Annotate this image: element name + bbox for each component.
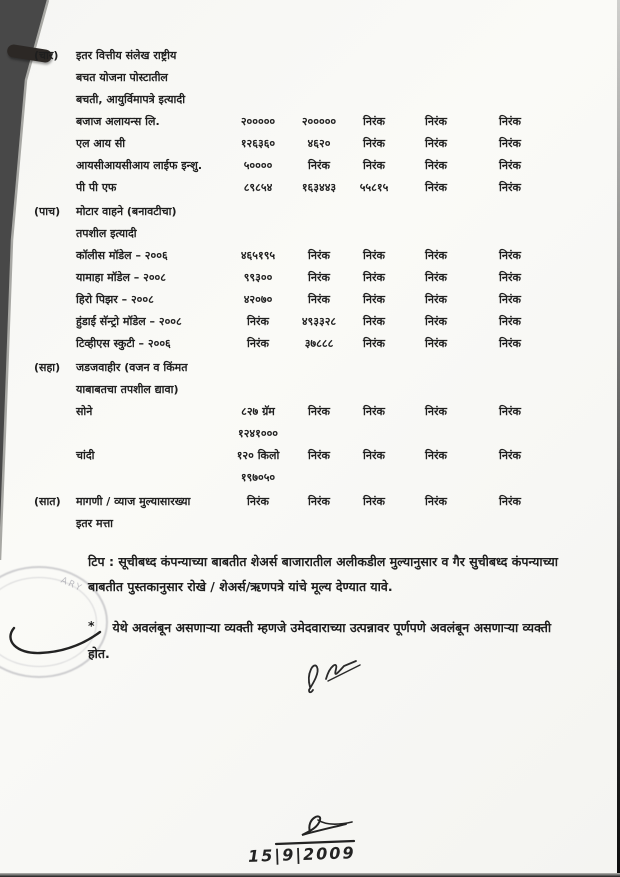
value-cell: निरंक [363, 404, 385, 418]
value-cell: निरंक [499, 136, 521, 150]
value-cell: १२४१००० [237, 426, 279, 440]
value-cell: ९९३०० [243, 270, 273, 284]
value-cell: १२० किलो [236, 448, 280, 462]
row-label: बजाज अलायन्स लि. [76, 114, 160, 128]
value-cell: निरंक [499, 114, 521, 128]
row-label: हिरो पिझर – २००८ [76, 292, 154, 306]
value-cell: निरंक [363, 314, 385, 328]
table-row [0, 288, 620, 310]
value-cell: निरंक [363, 494, 385, 508]
value-cell: १२६३६० [240, 136, 276, 150]
value-cell: निरंक [308, 270, 330, 284]
table-row [0, 378, 620, 400]
notary-stamp-text: ARY [58, 575, 85, 595]
table-row [0, 132, 620, 154]
value-cell: निरंक [499, 248, 521, 262]
value-cell: निरंक [363, 448, 385, 462]
table-row [0, 266, 620, 288]
value-cell: निरंक [499, 448, 521, 462]
table-section [0, 44, 620, 198]
table-row [0, 176, 620, 198]
value-cell: ८९८५४ [243, 180, 273, 194]
row-label: पी पी एफ [76, 180, 117, 194]
value-cell: २००००० [301, 114, 337, 128]
table-row [0, 310, 620, 332]
value-cell: ४६५१९५ [240, 248, 276, 262]
table-row [0, 512, 620, 534]
footnote-asterisk: * [88, 618, 95, 633]
value-cell: निरंक [425, 404, 447, 418]
value-cell: निरंक [363, 292, 385, 306]
section-serial: (सात) [34, 494, 61, 508]
table-row [0, 154, 620, 176]
value-cell: निरंक [425, 292, 447, 306]
row-label: टिव्हीएस स्कुटी – २००६ [76, 336, 171, 350]
footnote-text: येथे अवलंबून असणाऱ्या व्यक्ती म्हणजे उमेदवाराच्या उत्पन्नावर पूर्णपणे अवलंबून असणाऱ्या व्यक्ती होत. [88, 620, 552, 661]
value-cell: निरंक [363, 136, 385, 150]
row-label: इतर मत्ता [76, 516, 114, 530]
table-row [0, 490, 620, 512]
table-section [0, 200, 620, 354]
value-cell: निरंक [425, 494, 447, 508]
value-cell: निरंक [499, 336, 521, 350]
table-row [0, 356, 620, 378]
row-label: जडजवाहीर (वजन व किंमत [76, 360, 188, 374]
scanner-bottom-edge [0, 873, 620, 877]
row-label: याबाबतचा तपशील द्यावा) [76, 382, 179, 396]
table-section [0, 356, 620, 488]
table-row [0, 400, 620, 422]
row-label: बचत योजना पोस्टातील [76, 70, 168, 84]
table-row [0, 422, 620, 444]
value-cell: ५०००० [243, 158, 273, 172]
value-cell: १९७०५० [240, 470, 276, 484]
value-cell: निरंक [247, 314, 269, 328]
row-label: यामाहा मॉडेल – २००८ [76, 270, 166, 284]
tip-note: टिप : सूचीबध्द कंपन्याच्या बाबतीत शेअर्स बाजारातील अलीकडील मुल्यानुसार व गैर सुचीबध्द कंपन्याच्या बाबतीत पुस्तकानुसार रोखे / शेअर्स/ऋणपत्रे यांचे मूल्य देण्यात यावे. [88, 554, 559, 594]
value-cell: निरंक [425, 158, 447, 172]
value-cell: ४६२० [307, 136, 331, 150]
value-cell: निरंक [425, 314, 447, 328]
value-cell: निरंक [425, 248, 447, 262]
value-cell: निरंक [308, 248, 330, 262]
value-cell: निरंक [499, 270, 521, 284]
table-row [0, 88, 620, 110]
value-cell: ८२७ ग्रॅम [241, 404, 275, 418]
value-cell: १६३४४३ [301, 180, 337, 194]
pen-flourish-mark [0, 616, 112, 664]
value-cell: २००००० [240, 114, 276, 128]
value-cell: निरंक [308, 158, 330, 172]
row-label: कॉलीस मॉडेल – २००६ [76, 248, 168, 262]
table-row [0, 200, 620, 222]
assets-table [0, 44, 620, 536]
value-cell: निरंक [425, 180, 447, 194]
section-serial: (पाच) [34, 204, 61, 218]
value-cell: निरंक [308, 292, 330, 306]
section-serial: (सहा) [34, 360, 61, 374]
row-label: तपशील इत्यादी [76, 226, 137, 240]
value-cell: निरंक [363, 158, 385, 172]
table-row [0, 244, 620, 266]
value-cell: निरंक [499, 404, 521, 418]
row-label: चांदी [76, 448, 95, 462]
value-cell: निरंक [499, 314, 521, 328]
value-cell: ४२०७० [243, 292, 273, 306]
value-cell: निरंक [425, 270, 447, 284]
table-row [0, 66, 620, 88]
section-serial: (चार) [34, 48, 59, 62]
row-label: एल आय सी [76, 136, 126, 150]
row-label: सोने [76, 404, 93, 418]
value-cell: ३७८८८ [304, 336, 334, 350]
value-cell: निरंक [247, 494, 269, 508]
table-row [0, 444, 620, 466]
value-cell: निरंक [425, 114, 447, 128]
table-row [0, 110, 620, 132]
table-row [0, 332, 620, 354]
value-cell: निरंक [499, 494, 521, 508]
value-cell: निरंक [363, 270, 385, 284]
table-row [0, 466, 620, 488]
value-cell: निरंक [499, 158, 521, 172]
row-label: हुंडाई सॅन्ट्रो मॉडेल – २००८ [76, 314, 182, 328]
value-cell: निरंक [499, 180, 521, 194]
value-cell: निरंक [425, 136, 447, 150]
row-label: इतर वित्तीय संलेख राष्ट्रीय [76, 48, 177, 62]
value-cell: निरंक [425, 336, 447, 350]
table-section [0, 490, 620, 534]
row-label: आयसीआयसीआय लाईफ इन्शु. [76, 158, 203, 172]
initials-signature-mark [298, 653, 374, 695]
row-label: मागणी / व्याज मुल्यासारख्या [76, 494, 191, 508]
value-cell: निरंक [308, 494, 330, 508]
row-label: बचती, आयुर्विमापत्रे इत्यादी [76, 92, 186, 106]
value-cell: निरंक [308, 404, 330, 418]
table-row [0, 222, 620, 244]
value-cell: निरंक [363, 114, 385, 128]
value-cell: ४९३३२८ [301, 314, 337, 328]
value-cell: निरंक [363, 248, 385, 262]
value-cell: निरंक [363, 336, 385, 350]
value-cell: निरंक [499, 292, 521, 306]
value-cell: निरंक [247, 336, 269, 350]
value-cell: ५५८१५ [359, 180, 389, 194]
handwritten-date: 15|9|2009 [247, 843, 356, 866]
value-cell: निरंक [425, 448, 447, 462]
row-label: मोटार वाहने (बनावटीचा) [76, 204, 177, 218]
value-cell: निरंक [308, 448, 330, 462]
table-row [0, 44, 620, 66]
